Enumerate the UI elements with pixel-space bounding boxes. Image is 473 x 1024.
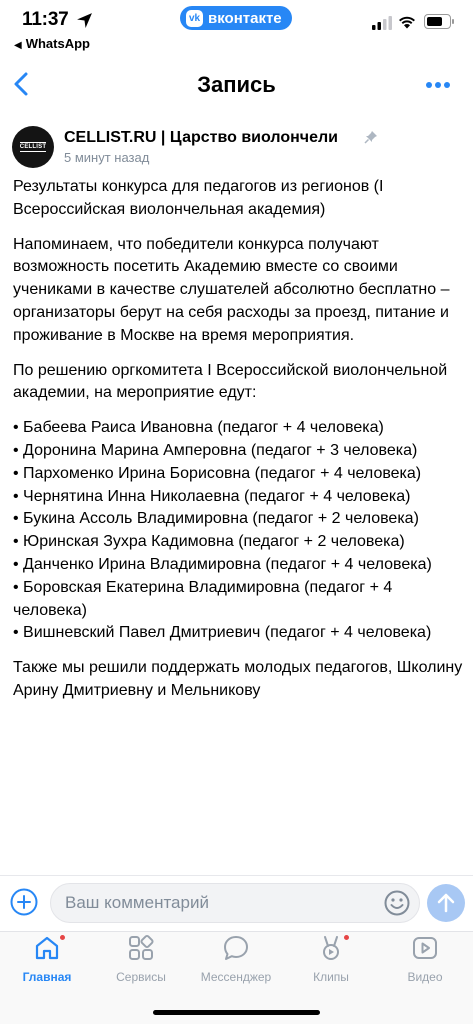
vk-brand-label: вконтакте xyxy=(208,9,282,27)
location-arrow-icon xyxy=(76,12,93,29)
back-app-label: WhatsApp xyxy=(25,36,90,51)
send-button[interactable] xyxy=(427,884,465,922)
pin-icon xyxy=(364,130,378,144)
vk-logo-icon: vk xyxy=(186,10,203,27)
winners-list xyxy=(13,417,463,645)
tab-label: Видео xyxy=(407,970,443,984)
tab-clips[interactable] xyxy=(284,934,378,994)
status-time: 11:37 xyxy=(22,9,69,30)
tab-home[interactable] xyxy=(0,934,94,994)
comment-composer xyxy=(0,875,473,931)
page-header xyxy=(0,62,473,106)
comment-input[interactable] xyxy=(50,883,420,923)
notification-dot xyxy=(343,934,350,941)
tab-bar xyxy=(0,931,473,1024)
tab-label: Сервисы xyxy=(116,970,166,984)
post-paragraph: Напоминаем, что победители конкурса получают возможность посетить Академию вместе со своими учениками в качестве слушателей абсолютно бесплатно – организаторы берут на себя расходы за проезд, питание и проживание в Москве на время мероприятия. xyxy=(13,235,450,344)
post-text xyxy=(13,176,463,715)
post-paragraph: По решению оргкомитета I Всероссийской виолончельной академии, на мероприятие едут: xyxy=(13,361,448,402)
list-item: • Вишневский Павел Дмитриевич (педагог + 4 человека) xyxy=(13,624,432,642)
page-title: Запись xyxy=(197,72,276,97)
tab-services[interactable] xyxy=(94,934,188,994)
back-triangle-icon: ◀ xyxy=(14,40,22,51)
status-bar xyxy=(0,0,473,58)
video-icon xyxy=(411,934,439,962)
notification-dot xyxy=(59,934,66,941)
home-icon xyxy=(33,934,61,962)
wifi-icon xyxy=(398,15,416,29)
vk-brand-pill xyxy=(180,6,292,30)
post-paragraph: Результаты конкурса для педагогов из регионов (I Всероссийская виолончельная академия) xyxy=(13,178,384,218)
avatar-logo-text: CELLIST xyxy=(19,144,47,150)
emoji-icon[interactable] xyxy=(383,889,411,917)
tab-messenger[interactable] xyxy=(189,934,283,994)
services-icon xyxy=(127,934,155,962)
back-to-app-link[interactable] xyxy=(14,36,90,51)
post-timestamp: 5 минут назад xyxy=(64,150,150,165)
add-attachment-icon[interactable] xyxy=(10,888,38,916)
cellular-signal-icon xyxy=(372,16,392,30)
post-paragraph: Также мы решили поддержать молодых педагогов, Школину Арину Дмитриевну и Мельникову xyxy=(13,659,463,699)
list-item: • Букина Ассоль Владимировна (педагог + 2 человека) xyxy=(13,510,419,528)
tab-label: Главная xyxy=(22,970,72,984)
clips-icon xyxy=(317,934,345,962)
tab-label: Мессенджер xyxy=(200,970,272,984)
author-name[interactable]: CELLIST.RU | Царство виолончели xyxy=(64,129,338,146)
battery-fill xyxy=(427,17,443,26)
post-author[interactable] xyxy=(12,126,462,172)
list-item: • Боровская Екатерина Владимировна (педагог + 4 человека) xyxy=(13,578,393,619)
list-item: • Пархоменко Ирина Борисовна (педагог + 4 человека) xyxy=(13,464,422,482)
tab-label: Клипы xyxy=(313,970,349,984)
home-indicator xyxy=(153,1010,320,1015)
avatar[interactable] xyxy=(12,126,54,168)
list-item: • Данченко Ирина Владимировна (педагог + 4 человека) xyxy=(13,555,432,573)
battery-icon xyxy=(424,14,451,29)
messenger-icon xyxy=(222,934,250,962)
ellipsis-icon[interactable] xyxy=(425,80,451,90)
list-item: • Юринская Зухра Кадимовна (педагог + 2 человека) xyxy=(13,533,405,551)
tab-video[interactable] xyxy=(378,934,472,994)
list-item: • Доронина Марина Амперовна (педагог + 3 человека) xyxy=(13,441,418,459)
arrow-up-icon xyxy=(437,893,455,913)
list-item: • Чернятина Инна Николаевна (педагог + 4 человека) xyxy=(13,487,411,505)
list-item: • Бабеева Раиса Ивановна (педагог + 4 человека) xyxy=(13,419,384,437)
